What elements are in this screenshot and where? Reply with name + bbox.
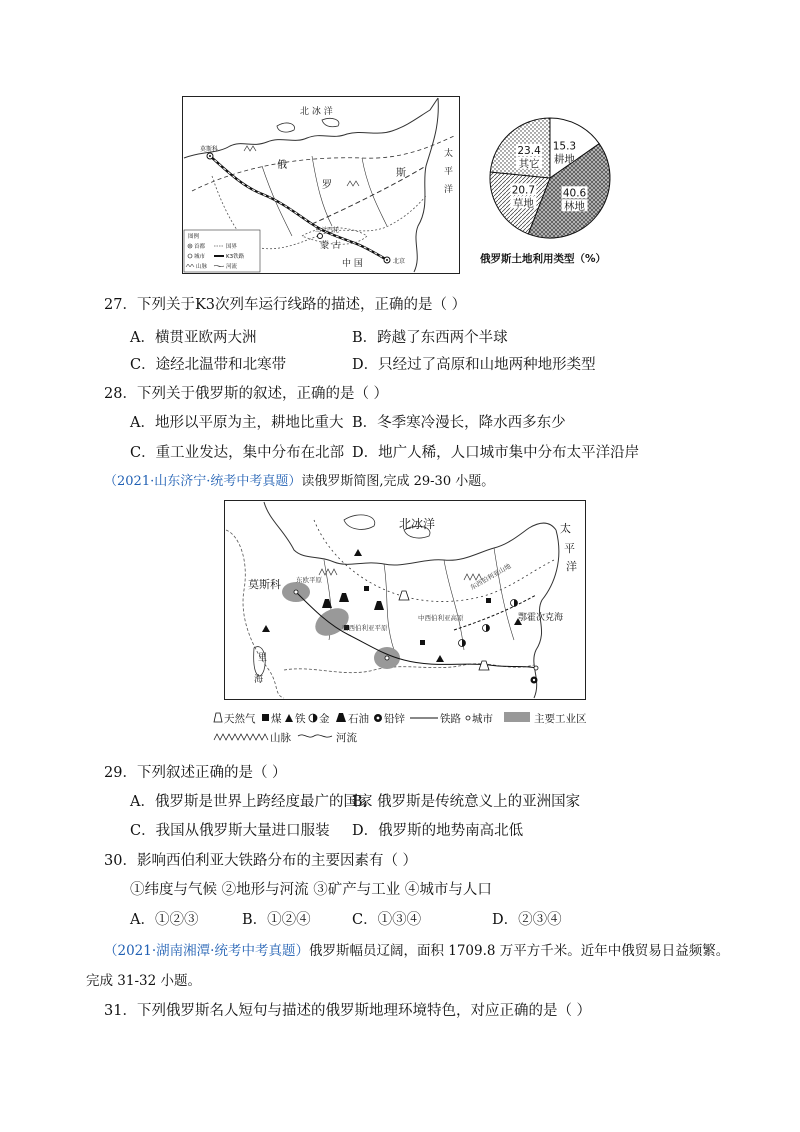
map2-west-siberian-label: 西西伯利亚平原 (342, 624, 388, 632)
map1-legend-mountain: 山脉 (196, 264, 208, 270)
q30-option-b[interactable]: B．①②④ (242, 912, 311, 928)
legend-oil: 石油 (348, 713, 369, 725)
q31-stem: 31．下列俄罗斯名人短句与描述的俄罗斯地理环境特色，对应正确的是（ ） (104, 1003, 592, 1019)
k3-route-map (182, 96, 460, 274)
legend-lead-zinc: 铅锌 (384, 713, 405, 725)
pie-category-label: 耕地 (553, 153, 575, 166)
land-use-pie-chart (470, 108, 630, 270)
intro-29-30-text: 读俄罗斯简图,完成 29-30 小题。 (301, 474, 495, 489)
legend-industrial: 主要工业区 (534, 713, 587, 725)
map1-legend-border: 国界 (226, 244, 238, 250)
map2-pacific-label-1: 太 (560, 522, 571, 535)
legend-coal: 煤 (271, 713, 282, 725)
intro-31-32-source: （2021·湖南湘潭·统考中考真题） (104, 943, 309, 959)
intro-29-30-source: （2021·山东济宁·统考中考真题） (104, 474, 302, 489)
map1-pacific-label-2: 平 (444, 167, 454, 177)
q30-option-a[interactable]: A．①②③ (130, 912, 199, 928)
pie-value-label: 15.3 (552, 140, 577, 153)
pie-caption: 俄罗斯土地利用类型（%） (480, 253, 607, 265)
map2-central-siberian-label: 中西伯利亚高原 (418, 614, 464, 622)
q29-option-c[interactable]: C．我国从俄罗斯大量进口服装 (130, 823, 330, 839)
q28-option-d[interactable]: D．地广人稀，人口城市集中分布太平洋沿岸 (352, 445, 640, 461)
q28-stem: 28．下列关于俄罗斯的叙述，正确的是（ ） (104, 386, 389, 402)
pie-category-label: 林地 (564, 200, 586, 213)
russia-resource-map (224, 500, 586, 700)
map1-pacific-label-3: 洋 (444, 185, 454, 195)
legend-city: 城市 (472, 713, 493, 725)
pie-category-label: 草地 (512, 197, 534, 210)
map2-moscow-label: 莫斯科 (248, 578, 281, 591)
map1-russia-label-3: 斯 (396, 168, 406, 179)
q30-option-c[interactable]: C．①③④ (352, 912, 422, 928)
pie-slices (490, 118, 610, 238)
map2-east-siberian-label: 东西伯利亚山地 (469, 562, 513, 592)
map1-arctic-label: 北 冰 洋 (300, 107, 333, 117)
map2-east-european-label: 东欧平原 (296, 576, 322, 584)
q29-stem: 29．下列叙述正确的是（ ） (104, 765, 287, 781)
pie-value-label: 40.6 (562, 187, 587, 200)
map1-russia-label-1: 俄 (277, 160, 287, 171)
legend-river: 河流 (336, 732, 357, 744)
legend-railway: 铁路 (440, 713, 461, 725)
map1-mongolia-label: 蒙 古 (320, 241, 341, 251)
map2-legend (212, 706, 632, 746)
intro-31-32 (104, 941, 729, 961)
map2-pacific-label-3: 洋 (566, 560, 577, 573)
map1-pacific-label-1: 太 (444, 149, 454, 159)
q27-option-d[interactable]: D．只经过了高原和山地两种地形类型 (352, 357, 596, 373)
map1-legend-river: 河流 (226, 264, 238, 270)
q28-option-a[interactable]: A．地形以平原为主，耕地比重大 (130, 415, 344, 431)
q29-option-d[interactable]: D．俄罗斯的地势南高北低 (352, 823, 524, 839)
q27-option-c[interactable]: C．途经北温带和北寒带 (130, 357, 287, 373)
legend-iron: 铁 (295, 713, 306, 725)
map2-caspian-label-1: 里 (258, 653, 268, 663)
intro-29-30 (104, 472, 494, 492)
map2-arctic-label: 北冰洋 (399, 517, 436, 531)
legend-mountain: 山脉 (270, 732, 291, 744)
q29-option-b[interactable]: B．俄罗斯是传统意义上的亚洲国家 (352, 794, 581, 810)
map1-legend-city: 城市 (194, 254, 206, 260)
pie-value-label: 20.7 (511, 184, 536, 197)
intro-31-32-text: 俄罗斯幅员辽阔，面积 1709.8 万平方千米。近年中俄贸易日益频繁。 (308, 943, 730, 959)
q30-option-d[interactable]: D．②③④ (492, 912, 562, 928)
map1-ulaanbaatar-label: 乌兰巴托 (315, 227, 340, 234)
q27-option-b[interactable]: B．跨越了东西两个半球 (352, 330, 508, 346)
pie-value-label: 23.4 (517, 144, 541, 157)
map1-moscow-label: 莫斯科 (200, 146, 219, 153)
q29-option-a[interactable]: A．俄罗斯是世界上跨经度最广的国家 (130, 794, 373, 810)
map1-legend-title: 图例 (188, 234, 200, 240)
map1-legend-k3: K3铁路 (226, 254, 245, 260)
legend-gas: 天然气 (224, 713, 256, 725)
map2-caspian-label-2: 海 (254, 675, 264, 685)
map1-legend (184, 230, 260, 272)
map2-okhotsk-label: 鄂霍次克海 (518, 613, 564, 623)
intro-31-32-line2: 完成 31-32 小题。 (86, 973, 202, 989)
q28-option-b[interactable]: B．冬季寒冷漫长，降水西多东少 (352, 415, 566, 431)
q30-factors: ①纬度与气候 ②地形与河流 ③矿产与工业 ④城市与人口 (130, 882, 492, 898)
legend-gold: 金 (319, 713, 330, 725)
q27-stem: 27．下列关于K3次列车运行线路的描述，正确的是（ ） (104, 297, 467, 313)
pie-category-label: 其它 (518, 157, 540, 170)
map2-pacific-label-2: 平 (564, 542, 575, 555)
map1-russia-label-2: 罗 (322, 180, 332, 191)
map1-beijing-label: 北京 (393, 258, 406, 265)
q30-stem: 30．影响西伯利亚大铁路分布的主要因素有（ ） (104, 853, 418, 869)
q28-option-c[interactable]: C．重工业发达，集中分布在北部 (130, 445, 345, 461)
map1-china-label: 中 国 (342, 259, 363, 269)
map1-legend-capital: 首都 (194, 244, 206, 250)
q27-option-a[interactable]: A．横贯亚欧两大洲 (130, 330, 257, 346)
